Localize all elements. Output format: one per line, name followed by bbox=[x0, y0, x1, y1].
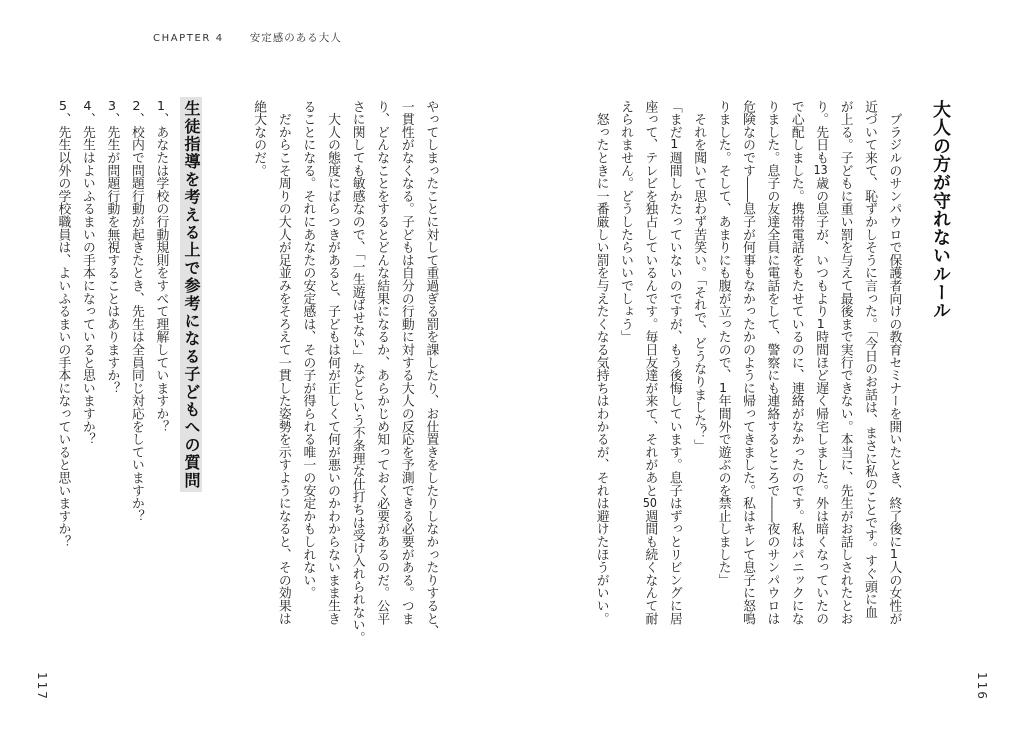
left-page-text-line: やってしまったことに対して重過ぎる罰を課したり、お仕置きをしたりしなかったりすると、 bbox=[423, 100, 439, 638]
left-page-text-line: だからこそ周りの大人が足並みをそろえて一貫した姿勢を示すようになると、その効果は bbox=[275, 100, 291, 625]
right-page-text-line: 危険なのです――息子が何事もなかったかのように帰ってきました。私はキレて息子に怒鳴 bbox=[739, 100, 755, 625]
tate-chu-yoko-number: 50 bbox=[642, 496, 657, 510]
questions-box-heading: 生徒指導を考える上で参考になる子どもへの質問 bbox=[180, 97, 202, 492]
running-header-chapter: CHAPTER 4 bbox=[153, 33, 224, 44]
tate-chu-yoko-number: 1 bbox=[816, 317, 825, 331]
left-page-text-line: 絶大なのだ。 bbox=[251, 100, 267, 177]
question-item: 2、校内で問題行動が起きたとき、先生は全員同じ対応をしていますか？ bbox=[128, 100, 144, 523]
tate-chu-yoko-number: 5 bbox=[58, 100, 67, 113]
left-page-text-line: さに関しても敏感なので、「一生遊ばせない」などという不条理な仕打ちは受け入れられない。 bbox=[349, 100, 365, 644]
right-page-text-line: で心配しました。携帯電話をもたせているのに、連絡がなかったのです。私はパニックにな bbox=[788, 100, 804, 625]
tate-chu-yoko-number: 3 bbox=[107, 100, 116, 113]
right-page-text-line: 怒ったときに一番厳しい罰を与えたくなる気持ちはわかるが、それは避けたほうがいい。 bbox=[593, 100, 609, 625]
page-number-left: 117 bbox=[35, 672, 49, 701]
left-page-text-line: ることになる。それにあなたの安定感は、その子が得られる唯一の安定かもしれない。 bbox=[300, 100, 316, 600]
question-item: 4、先生はよいふるまいの手本になっていると思いますか？ bbox=[79, 100, 95, 446]
tate-chu-yoko-number: 2 bbox=[132, 100, 141, 113]
question-item: 1、あなたは学校の行動規則をすべて理解していますか？ bbox=[153, 100, 169, 433]
question-item: 5、先生以外の学校職員は、よいふるまいの手本になっていると思いますか？ bbox=[55, 100, 71, 548]
right-page-text-line: が上る。子どもに重い罰を与えて最後まで実行できない。本当に、先生がお話しされたとお bbox=[837, 100, 853, 625]
right-page-text-line: それを聞いて思わず苦笑い。「それで、どうなりました？」 bbox=[691, 100, 707, 452]
section-heading: 大人の方が守れないルール bbox=[930, 100, 951, 320]
right-page-text-line: ブラジルのサンパウロで保護者向けの教育セミナーを開いたとき、終了後に1人の女性が bbox=[886, 100, 902, 625]
right-page-text-line: 座って、テレビを独占しているんです。毎日友達が来て、それがあと50週間も続くなんて耐 bbox=[642, 100, 658, 625]
right-page-text-line: 近づいて来て、恥ずかしそうに言った。「今日のお話は、まさに私のことです。すぐ頭に血 bbox=[861, 100, 877, 619]
tate-chu-yoko-number: 1 bbox=[889, 548, 898, 561]
right-page-text-line: 「まだ1週間しかたっていないのですが、もう後悔しています。息子はずっとリビングに居 bbox=[666, 100, 682, 625]
left-page-text-line: り、どんなことをするとどんな結果になるか、あらかじめ知っておく必要があるのだ。公平 bbox=[374, 100, 390, 625]
tate-chu-yoko-number: 1 bbox=[670, 138, 679, 152]
question-item: 3、先生が問題行動を無視することはありますか？ bbox=[104, 100, 120, 395]
tate-chu-yoko-number: 4 bbox=[83, 100, 92, 113]
right-page-text-line: りました。息子の友達全員に電話をして、警察にも連絡するところで――夜のサンパウロは bbox=[764, 100, 780, 625]
tate-chu-yoko-number: 1 bbox=[156, 100, 165, 113]
page-number-right: 116 bbox=[975, 672, 989, 701]
tate-chu-yoko-number: 13 bbox=[813, 164, 828, 177]
left-page-text-line: 一貫性がなくなる。子どもは自分の行動に対する大人の反応を予測できる必要がある。つま bbox=[398, 100, 414, 625]
right-page-text-line: り。先日も13歳の息子が、いつもより1時間ほど遅く帰宅しました。外は暗くなっていたの bbox=[813, 100, 829, 625]
left-page-text-line: 大人の態度にばらつきがあると、子どもは何が正しくて何が悪いのかわからないまま生き bbox=[324, 100, 340, 625]
right-page-text-line: りました。そして、あまりにも腹が立ったので、1年間外で遊ぶのを禁止しました」 bbox=[715, 100, 731, 587]
right-page-text-line: えられません。どうしたらいいでしょう」 bbox=[617, 100, 633, 344]
tate-chu-yoko-number: 1 bbox=[719, 381, 728, 395]
running-header-title: 安定感のある大人 bbox=[249, 32, 342, 44]
